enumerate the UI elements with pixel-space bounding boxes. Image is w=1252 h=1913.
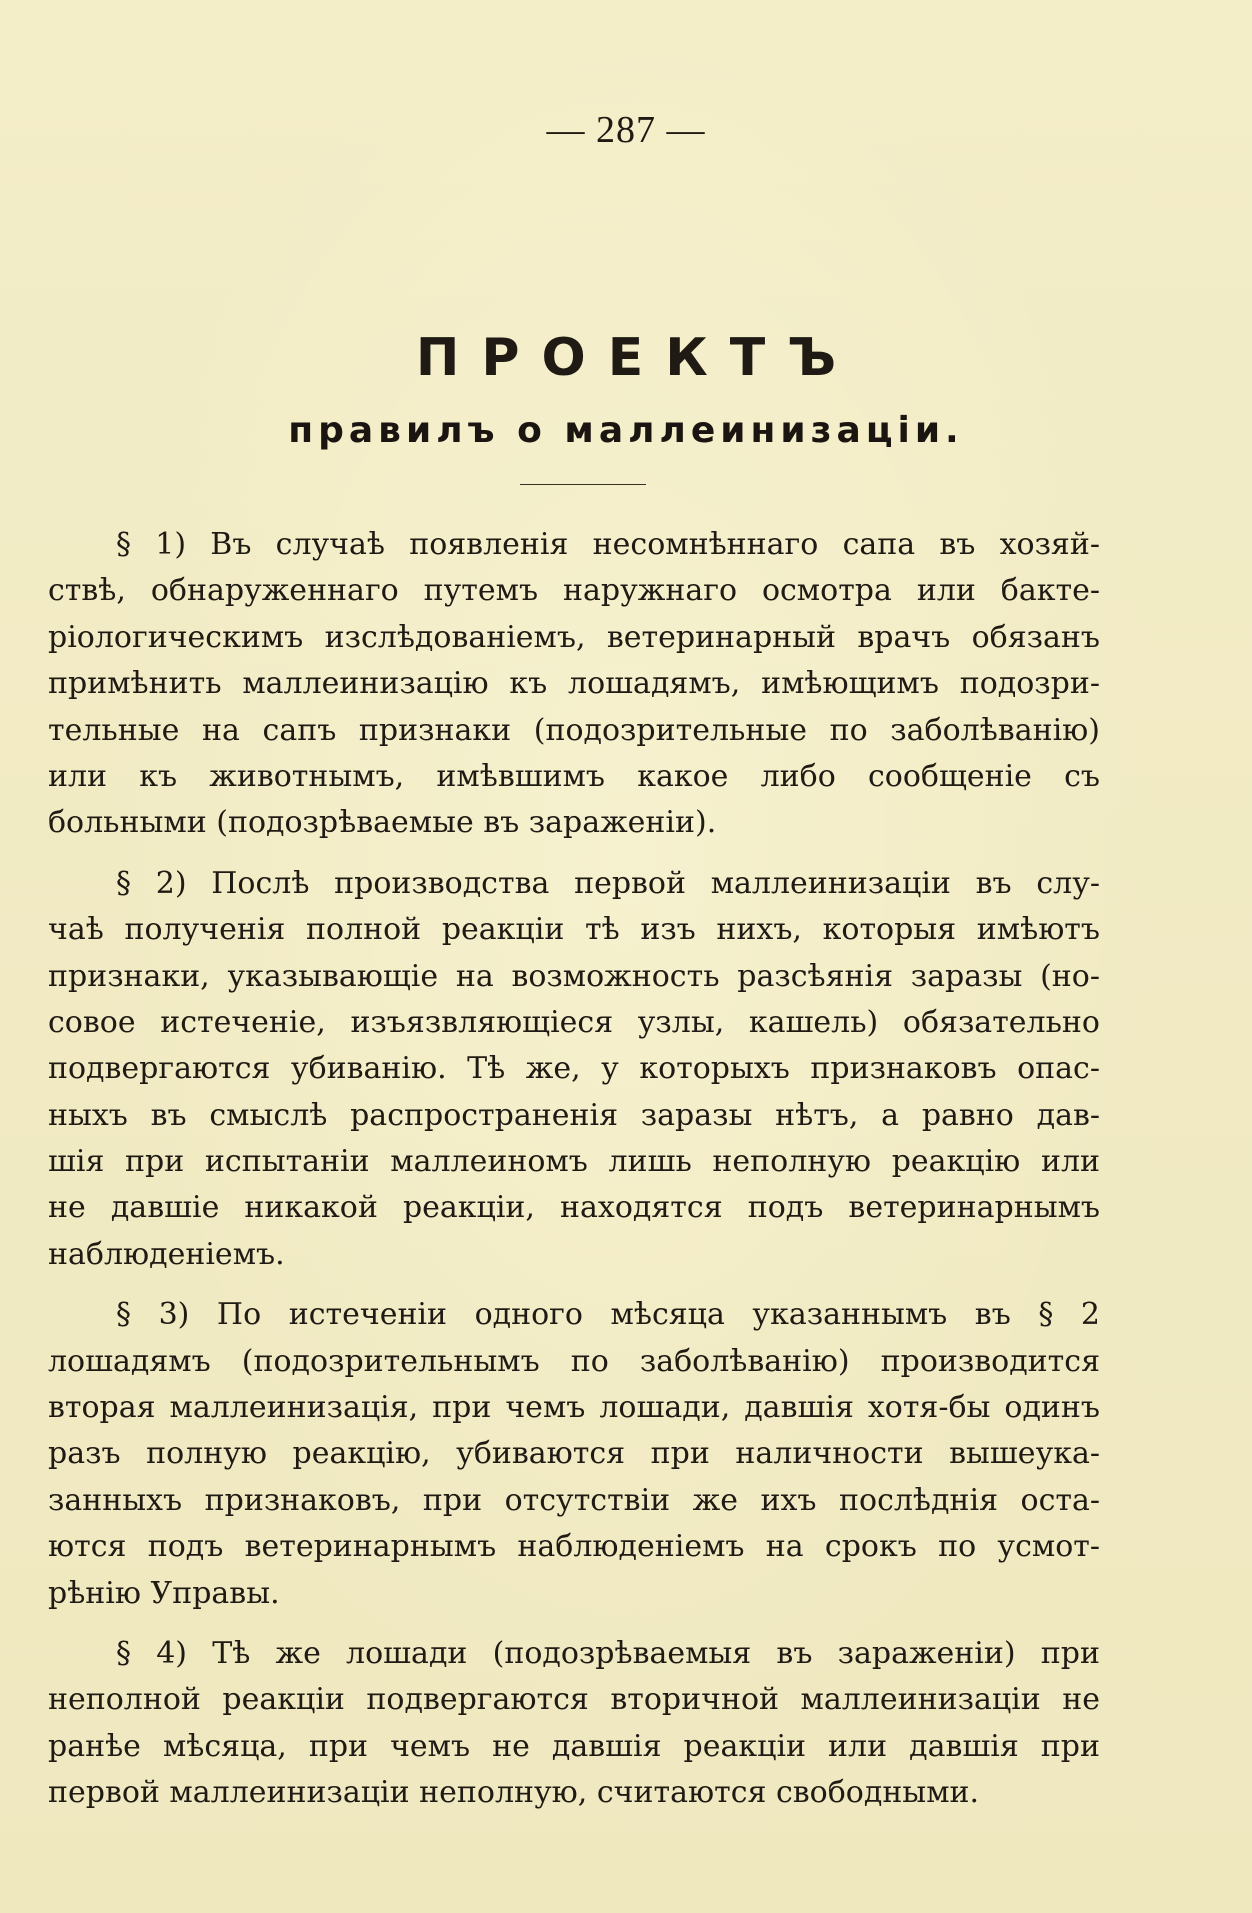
text-line: ствѣ, обнаруженнаго путемъ наружнаго осмотра или бакте- (48, 573, 1100, 609)
text-line: занныхъ признаковъ, при отсутствіи же ихъ послѣднія оста- (48, 1482, 1100, 1518)
title-divider (520, 484, 646, 485)
text-line: § 2) Послѣ производства первой маллеинизаціи въ слу- (116, 865, 1100, 901)
text-line: ются подъ ветеринарнымъ наблюденіемъ на срокъ по усмот- (48, 1529, 1100, 1565)
text-line: первой маллеинизаціи неполную, считаются свободными. (48, 1775, 980, 1811)
text-line: лошадямъ (подозрительнымъ по заболѣванію) производится (48, 1343, 1100, 1379)
text-line: ныхъ въ смыслѣ распространенія заразы нѣтъ, а равно дав- (48, 1097, 1100, 1133)
text-line: больными (подозрѣваемые въ зараженіи). (48, 805, 717, 841)
document-subtitle: правилъ о маллеинизаціи. (288, 410, 964, 451)
text-line: разъ полную реакцію, убиваются при наличности вышеука- (48, 1436, 1100, 1472)
document-body (48, 522, 1100, 1831)
text-line: чаѣ полученія полной реакціи тѣ изъ нихъ, которыя имѣютъ (48, 912, 1100, 948)
text-line: или къ животнымъ, имѣвшимъ какое либо сообщеніе съ (48, 758, 1100, 794)
paragraph-1 (48, 522, 1100, 847)
document-title: ПРОЕКТЪ (415, 328, 859, 388)
text-line: § 4) Тѣ же лошади (подозрѣваемыя въ зараженіи) при (116, 1635, 1100, 1671)
text-line: примѣнить маллеинизацію къ лошадямъ, имѣющимъ подозри- (48, 666, 1100, 702)
paragraph-2 (48, 861, 1100, 1279)
text-line: наблюденіемъ. (48, 1236, 285, 1272)
text-line: не давшіе никакой реакціи, находятся подъ ветеринарнымъ (48, 1190, 1100, 1226)
paragraph-3 (48, 1292, 1100, 1617)
paragraph-4 (48, 1631, 1100, 1817)
text-line: неполной реакціи подвергаются вторичной маллеинизаціи не (48, 1682, 1100, 1718)
text-line: рѣнію Управы. (48, 1575, 280, 1611)
text-line: § 3) По истеченіи одного мѣсяца указаннымъ въ § 2 (116, 1297, 1100, 1333)
text-line: подвергаются убиванію. Тѣ же, у которыхъ признаковъ опас- (48, 1051, 1100, 1087)
text-line: ранѣе мѣсяца, при чемъ не давшія реакціи или давшія при (48, 1728, 1100, 1764)
text-line: шія при испытаніи маллеиномъ лишь неполную реакцію или (48, 1144, 1100, 1180)
text-line: признаки, указывающіе на возможность разсѣянія заразы (но- (48, 958, 1100, 994)
text-line: вторая маллеинизація, при чемъ лошади, давшія хотя-бы одинъ (48, 1390, 1100, 1426)
text-line: ріологическимъ изслѣдованіемъ, ветеринарный врачъ обязанъ (48, 619, 1100, 655)
page-number: — 287 — (546, 109, 706, 151)
text-line: тельные на сапъ признаки (подозрительные по заболѣванію) (48, 712, 1100, 748)
text-line: § 1) Въ случаѣ появленія несомнѣннаго сапа въ хозяй- (116, 527, 1100, 562)
text-line: совое истеченіе, изъязвляющіеся узлы, кашель) обязательно (48, 1004, 1100, 1040)
